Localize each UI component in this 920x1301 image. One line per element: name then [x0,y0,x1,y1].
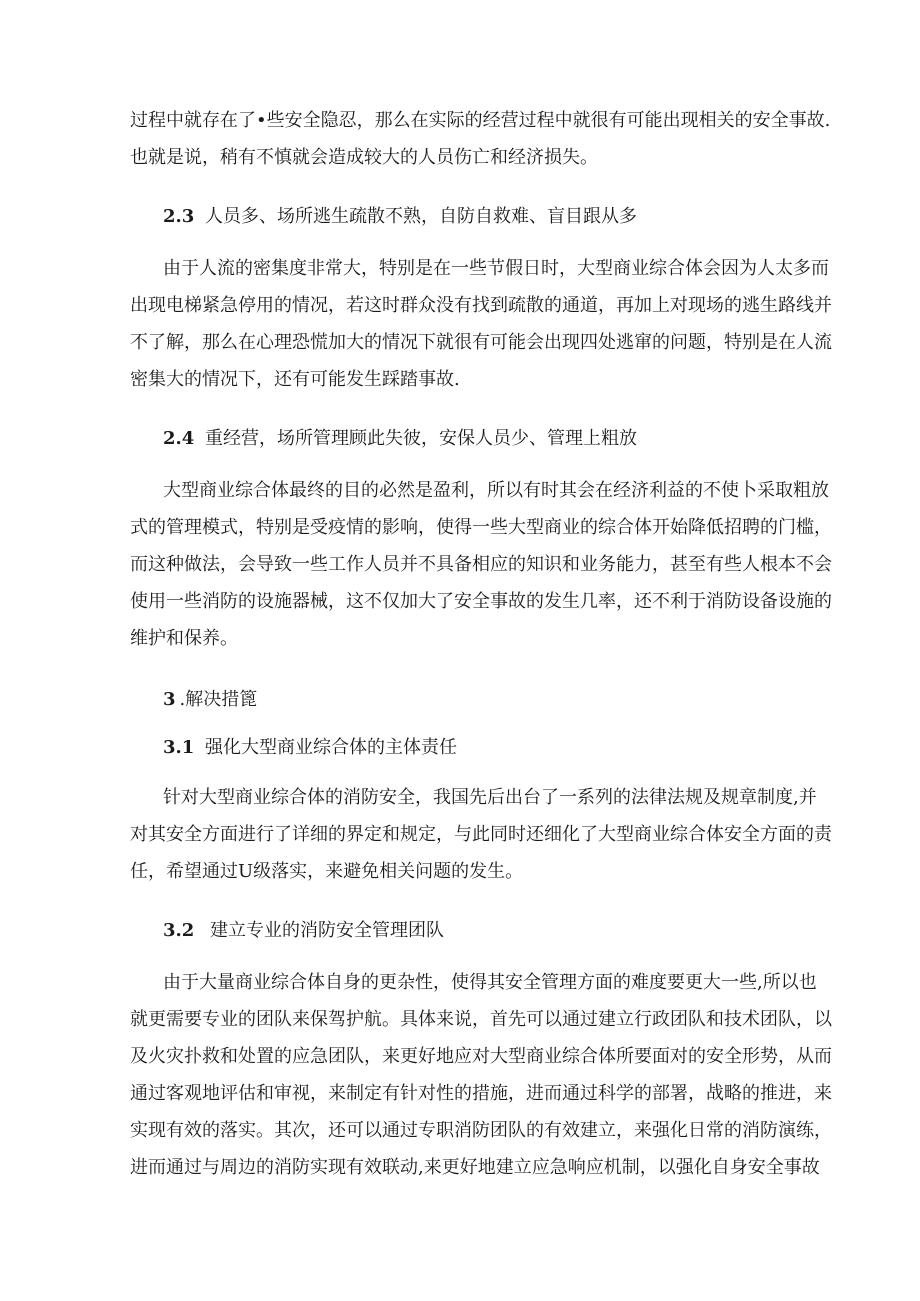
paragraph-3-line-4: 使用一些消防的设施器械，这不仅加大了安全事故的发生几率，还不利于消防设备设施的 [130,591,832,612]
paragraph-5-line-4: 通过客观地评估和审视，来制定有针对性的措施，进而通过科学的部署，战略的推进，来 [130,1083,832,1104]
paragraph-2-line-3: 不了解，那么在心理恐慌加大的情况下就很有可能会出现四处逃窜的问题，特别是在人流 [130,332,832,353]
paragraph-4-line-1: 针对大型商业综合体的消防安全，我国先后出台了一系列的法律法规及规章制度,并 [163,787,817,808]
section-number: 3.1 [163,737,195,758]
paragraph-3-line-2: 式的管理模式，特别是受疫情的影响，使得一些大型商业的综合体开始降低招聘的门槛， [130,517,832,538]
paragraph-5-line-2: 就更需要专业的团队来保驾护航。具体来说，首先可以通过建立行政团队和技术团队，以 [130,1009,832,1030]
chapter-title: .解决措篦 [179,689,258,710]
paragraph-3-line-5: 维护和保养。 [130,628,238,649]
paragraph-5-line-3: 及火灾扑救和处置的应急团队，来更好地应对大型商业综合体所要面对的安全形势，从而 [130,1046,832,1067]
paragraph-3-line-3: 而这种做法，会导致一些工作人员并不具备相应的知识和业务能力，甚至有些人根本不会 [130,554,832,575]
section-heading-3-1 [163,736,457,760]
paragraph-1-line-2: 也就是说，稍有不慎就会造成较大的人员伤亡和经济损失。 [130,147,598,168]
paragraph-2-line-1: 由于人流的密集度非常大，特别是在一些节假日时，大型商业综合体会因为人太多而 [163,258,829,279]
section-title: 建立专业的消防安全管理团队 [210,920,444,941]
section-title: 强化大型商业综合体的主体责任 [205,737,457,758]
paragraph-3-line-1: 大型商业综合体最终的目的必然是盈利，所以有时其会在经济利益的不使卜采取粗放 [163,480,829,501]
section-title: 重经营，场所管理顾此失彼，安保人员少、管理上粗放 [205,428,637,449]
paragraph-5-line-1: 由于大量商业综合体自身的更杂性，使得其安全管理方面的难度要更大一些,所以也 [163,972,817,993]
section-number: 2.4 [163,428,195,449]
paragraph-2-line-4: 密集大的情况下，还有可能发生踩踏事故. [130,369,460,390]
section-title: 人员多、场所逃生疏散不熟，自防自救难、盲目跟从多 [205,206,637,227]
paragraph-5-line-6: 进而通过与周边的消防实现有效联动,来更好地建立应急响应机制，以强化自身安全事故 [130,1157,820,1178]
paragraph-5-line-5: 实现有效的落实。其次，还可以通过专职消防团队的有效建立，来强化日常的消防演练， [130,1120,832,1141]
section-number: 3.2 [163,920,195,941]
paragraph-4-line-3: 任，希望通过U级落实，来避免相关问题的发生。 [130,861,524,882]
paragraph-1-line-1: 过程中就存在了•些安全隐忍，那么在实际的经营过程中就很有可能出现相关的安全事故. [130,110,831,131]
section-heading-3-2 [163,919,444,943]
chapter-heading-3 [163,688,257,712]
section-heading-2-4 [163,427,637,451]
section-heading-2-3 [163,205,637,229]
section-number: 2.3 [163,206,195,227]
paragraph-4-line-2: 对其安全方面进行了详细的界定和规定，与此同时还细化了大型商业综合体安全方面的责 [130,824,832,845]
paragraph-2-line-2: 出现电梯紧急停用的情况，若这时群众没有找到疏散的通道，再加上对现场的逃生路线并 [130,295,832,316]
chapter-number: 3 [163,689,176,710]
